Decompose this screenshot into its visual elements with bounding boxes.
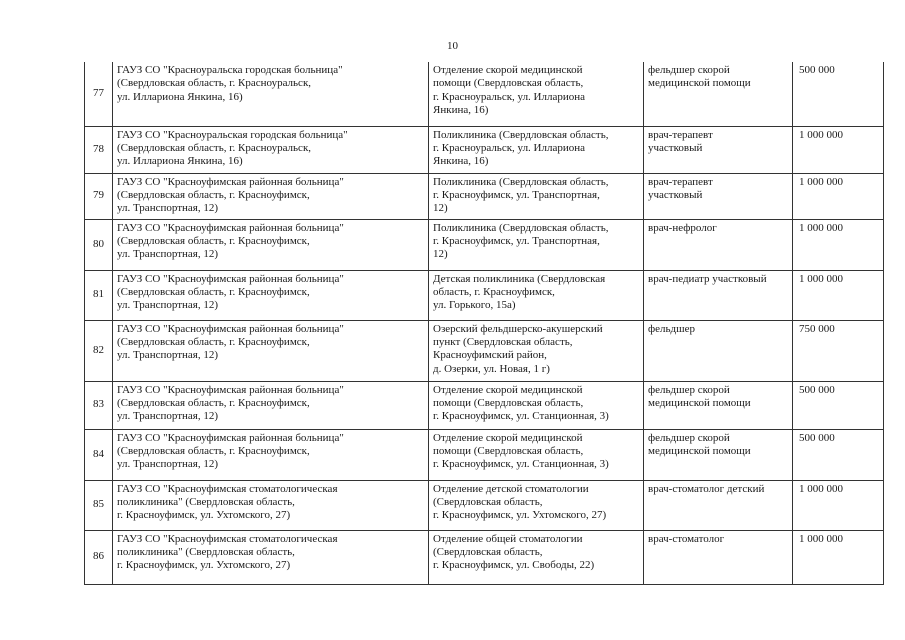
amount-cell: 1 000 000 <box>793 270 884 320</box>
row-number: 86 <box>85 530 113 584</box>
organization-cell: ГАУЗ СО "Красноуфимская районная больница" (Свердловская область, г. Красноуфимск, ул. Транспортная, 12) <box>113 219 429 270</box>
position-cell: фельдшер <box>644 320 793 381</box>
row-number: 83 <box>85 381 113 429</box>
table-row <box>85 219 884 270</box>
amount-cell: 500 000 <box>793 381 884 429</box>
row-number: 85 <box>85 480 113 530</box>
organization-cell: ГАУЗ СО "Красноуфимская районная больница" (Свердловская область, г. Красноуфимск, ул. Транспортная, 12) <box>113 381 429 429</box>
position-cell: фельдшер скорой медицинской помощи <box>644 381 793 429</box>
unit-cell: Отделение детской стоматологии (Свердловская область, г. Красноуфимск, ул. Ухтомского, 27) <box>429 480 644 530</box>
unit-cell: Поликлиника (Свердловская область, г. Красноуфимск, ул. Транспортная, 12) <box>429 219 644 270</box>
table-row <box>85 530 884 584</box>
unit-cell: Озерский фельдшерско-акушерский пункт (Свердловская область, Красноуфимский район, д. Озерки, ул. Новая, 1 г) <box>429 320 644 381</box>
unit-cell: Отделение общей стоматологии (Свердловская область, г. Красноуфимск, ул. Свободы, 22) <box>429 530 644 584</box>
amount-cell: 1 000 000 <box>793 219 884 270</box>
amount-cell: 1 000 000 <box>793 480 884 530</box>
organization-cell: ГАУЗ СО "Красноуфимская стоматологическая поликлиника" (Свердловская область, г. Красноуфимск, ул. Ухтомского, 27) <box>113 530 429 584</box>
row-number: 79 <box>85 173 113 219</box>
position-cell: врач-педиатр участковый <box>644 270 793 320</box>
unit-cell: Отделение скорой медицинской помощи (Свердловская область, г. Красноуральск, ул. Иллариона Янкина, 16) <box>429 62 644 126</box>
unit-cell: Поликлиника (Свердловская область, г. Красноуральск, ул. Иллариона Янкина, 16) <box>429 126 644 173</box>
organization-cell: ГАУЗ СО "Красноуфимская районная больница" (Свердловская область, г. Красноуфимск, ул. Транспортная, 12) <box>113 429 429 480</box>
row-number: 81 <box>85 270 113 320</box>
organization-cell: ГАУЗ СО "Красноуфимская стоматологическая поликлиника" (Свердловская область, г. Красноуфимск, ул. Ухтомского, 27) <box>113 480 429 530</box>
table-row <box>85 429 884 480</box>
amount-cell: 1 000 000 <box>793 173 884 219</box>
organization-cell: ГАУЗ СО "Красноуфимская районная больница" (Свердловская область, г. Красноуфимск, ул. Транспортная, 12) <box>113 270 429 320</box>
organization-cell: ГАУЗ СО "Красноуральска городская больница" (Свердловская область, г. Красноуральск, ул. Иллариона Янкина, 16) <box>113 62 429 126</box>
facilities-table <box>84 62 884 585</box>
organization-cell: ГАУЗ СО "Красноуфимская районная больница" (Свердловская область, г. Красноуфимск, ул. Транспортная, 12) <box>113 320 429 381</box>
unit-cell: Отделение скорой медицинской помощи (Свердловская область, г. Красноуфимск, ул. Станционная, 3) <box>429 381 644 429</box>
row-number: 80 <box>85 219 113 270</box>
unit-cell: Отделение скорой медицинской помощи (Свердловская область, г. Красноуфимск, ул. Станционная, 3) <box>429 429 644 480</box>
position-cell: врач-стоматолог <box>644 530 793 584</box>
table-row <box>85 126 884 173</box>
position-cell: врач-стоматолог детский <box>644 480 793 530</box>
position-cell: фельдшер скорой медицинской помощи <box>644 429 793 480</box>
table-row <box>85 320 884 381</box>
table-row <box>85 173 884 219</box>
row-number: 78 <box>85 126 113 173</box>
unit-cell: Детская поликлиника (Свердловская область, г. Красноуфимск, ул. Горького, 15а) <box>429 270 644 320</box>
organization-cell: ГАУЗ СО "Красноуфимская районная больница" (Свердловская область, г. Красноуфимск, ул. Транспортная, 12) <box>113 173 429 219</box>
position-cell: врач-терапевт участковый <box>644 126 793 173</box>
table-row <box>85 62 884 126</box>
position-cell: фельдшер скорой медицинской помощи <box>644 62 793 126</box>
unit-cell: Поликлиника (Свердловская область, г. Красноуфимск, ул. Транспортная, 12) <box>429 173 644 219</box>
position-cell: врач-нефролог <box>644 219 793 270</box>
organization-cell: ГАУЗ СО "Красноуральская городская больница" (Свердловская область, г. Красноуральск, ул. Иллариона Янкина, 16) <box>113 126 429 173</box>
table-row <box>85 270 884 320</box>
row-number: 77 <box>85 62 113 126</box>
amount-cell: 1 000 000 <box>793 530 884 584</box>
position-cell: врач-терапевт участковый <box>644 173 793 219</box>
amount-cell: 1 000 000 <box>793 126 884 173</box>
amount-cell: 750 000 <box>793 320 884 381</box>
amount-cell: 500 000 <box>793 429 884 480</box>
amount-cell: 500 000 <box>793 62 884 126</box>
table-row <box>85 381 884 429</box>
page-number: 10 <box>447 40 458 52</box>
table-row <box>85 480 884 530</box>
row-number: 84 <box>85 429 113 480</box>
row-number: 82 <box>85 320 113 381</box>
